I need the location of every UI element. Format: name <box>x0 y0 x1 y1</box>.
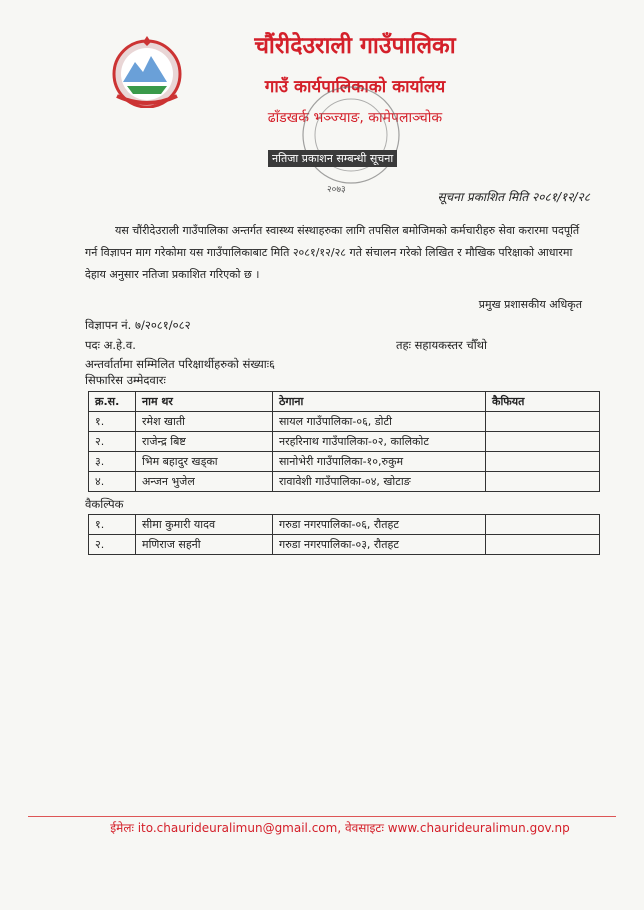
cell-address: गरुडा नगरपालिका-०६, रौतहट <box>273 515 486 535</box>
cell-name: भिम बहादुर खड्का <box>136 452 273 472</box>
cell-remarks <box>486 515 600 535</box>
cell-sn: ३. <box>89 452 136 472</box>
cell-remarks <box>486 472 600 492</box>
table-header-row <box>89 392 600 412</box>
cell-sn: २. <box>89 432 136 452</box>
signatory: प्रमुख प्रशासकीय अधिकृत <box>478 298 582 311</box>
ad-number: विज्ञापन नं. ७/२०८१/०८२ <box>85 318 191 332</box>
notice-subject: नतिजा प्रकाशन सम्बन्धी सूचना <box>268 150 397 167</box>
office-address: ढाँडखर्क भञ्ज्याङ, कामेपलाञ्चोक <box>267 110 443 126</box>
cell-address: नरहरिनाथ गाउँपालिका-०२, कालिकोट <box>273 432 486 452</box>
office-stamp-icon <box>296 80 406 190</box>
header-remarks: कैफियत <box>486 392 600 412</box>
header-sn: क्र.स. <box>89 392 136 412</box>
cell-name: रमेश खाती <box>136 412 273 432</box>
alternate-label: वैकल्पिक <box>85 497 124 511</box>
header-name: नाम थर <box>136 392 273 412</box>
notice-body: यस चौंरीदेउराली गाउँपालिका अन्तर्गत स्वास्थ्य संस्थाहरुका लागि तपसिल बमोजिमको कर्मचारीहरु सेवा करारमा पदपूर्ति गर्न विज्ञापन माग गरेकोमा यस गाउँपालिकाबाट मिति २०८१/१२/२८ गते संचालन गरेको लिखित र मौखिक परिक्षाको आधारमा देहाय अनुसार नतिजा प्रकाशित गरिएको छ । <box>85 224 580 281</box>
table-row <box>89 472 600 492</box>
stamp-year: २०७३ <box>327 185 346 195</box>
table-row <box>89 432 600 452</box>
cell-sn: १. <box>89 412 136 432</box>
cell-sn: २. <box>89 535 136 555</box>
cell-name: अन्जन भुजेल <box>136 472 273 492</box>
table-row <box>89 412 600 432</box>
cell-remarks <box>486 452 600 472</box>
interview-count: अन्तर्वार्तामा सम्मिलित परिक्षार्थीहरुको संख्याः६ <box>85 357 276 371</box>
municipality-title: चौंरीदेउराली गाउँपालिका <box>254 33 456 59</box>
publish-date: सूचना प्रकाशित मिति २०८१/१२/२८ <box>437 190 590 204</box>
recommended-label: सिफारिस उम्मेदवारः <box>85 373 166 387</box>
footer-contact: ईमेलः ito.chaurideuralimun@gmail.com, वेवसाइटः www.chaurideuralimun.gov.np <box>110 821 570 835</box>
table-row <box>89 535 600 555</box>
cell-remarks <box>486 432 600 452</box>
post-name: पदः अ.हे.व. <box>85 338 136 352</box>
header-address: ठेगाना <box>273 392 486 412</box>
cell-remarks <box>486 412 600 432</box>
recommended-table <box>88 391 600 492</box>
table-row <box>89 515 600 535</box>
footer-divider <box>28 816 616 817</box>
cell-sn: ४. <box>89 472 136 492</box>
cell-name: मणिराज सहनी <box>136 535 273 555</box>
post-level: तहः सहायकस्तर चौँथो <box>396 338 487 352</box>
cell-name: सीमा कुमारी यादव <box>136 515 273 535</box>
alternate-table <box>88 514 600 555</box>
cell-name: राजेन्द्र बिष्ट <box>136 432 273 452</box>
cell-remarks <box>486 535 600 555</box>
cell-address: गरुडा नगरपालिका-०३, रौतहट <box>273 535 486 555</box>
office-title: गाउँ कार्यपालिकाको कार्यालय <box>264 77 446 97</box>
table-row <box>89 452 600 472</box>
cell-address: सायल गाउँपालिका-०६, डोटी <box>273 412 486 432</box>
cell-address: रावावेशी गाउँपालिका-०४, खोटाङ <box>273 472 486 492</box>
cell-sn: १. <box>89 515 136 535</box>
cell-address: सानोभेरी गाउँपालिका-१०,रुकुम <box>273 452 486 472</box>
